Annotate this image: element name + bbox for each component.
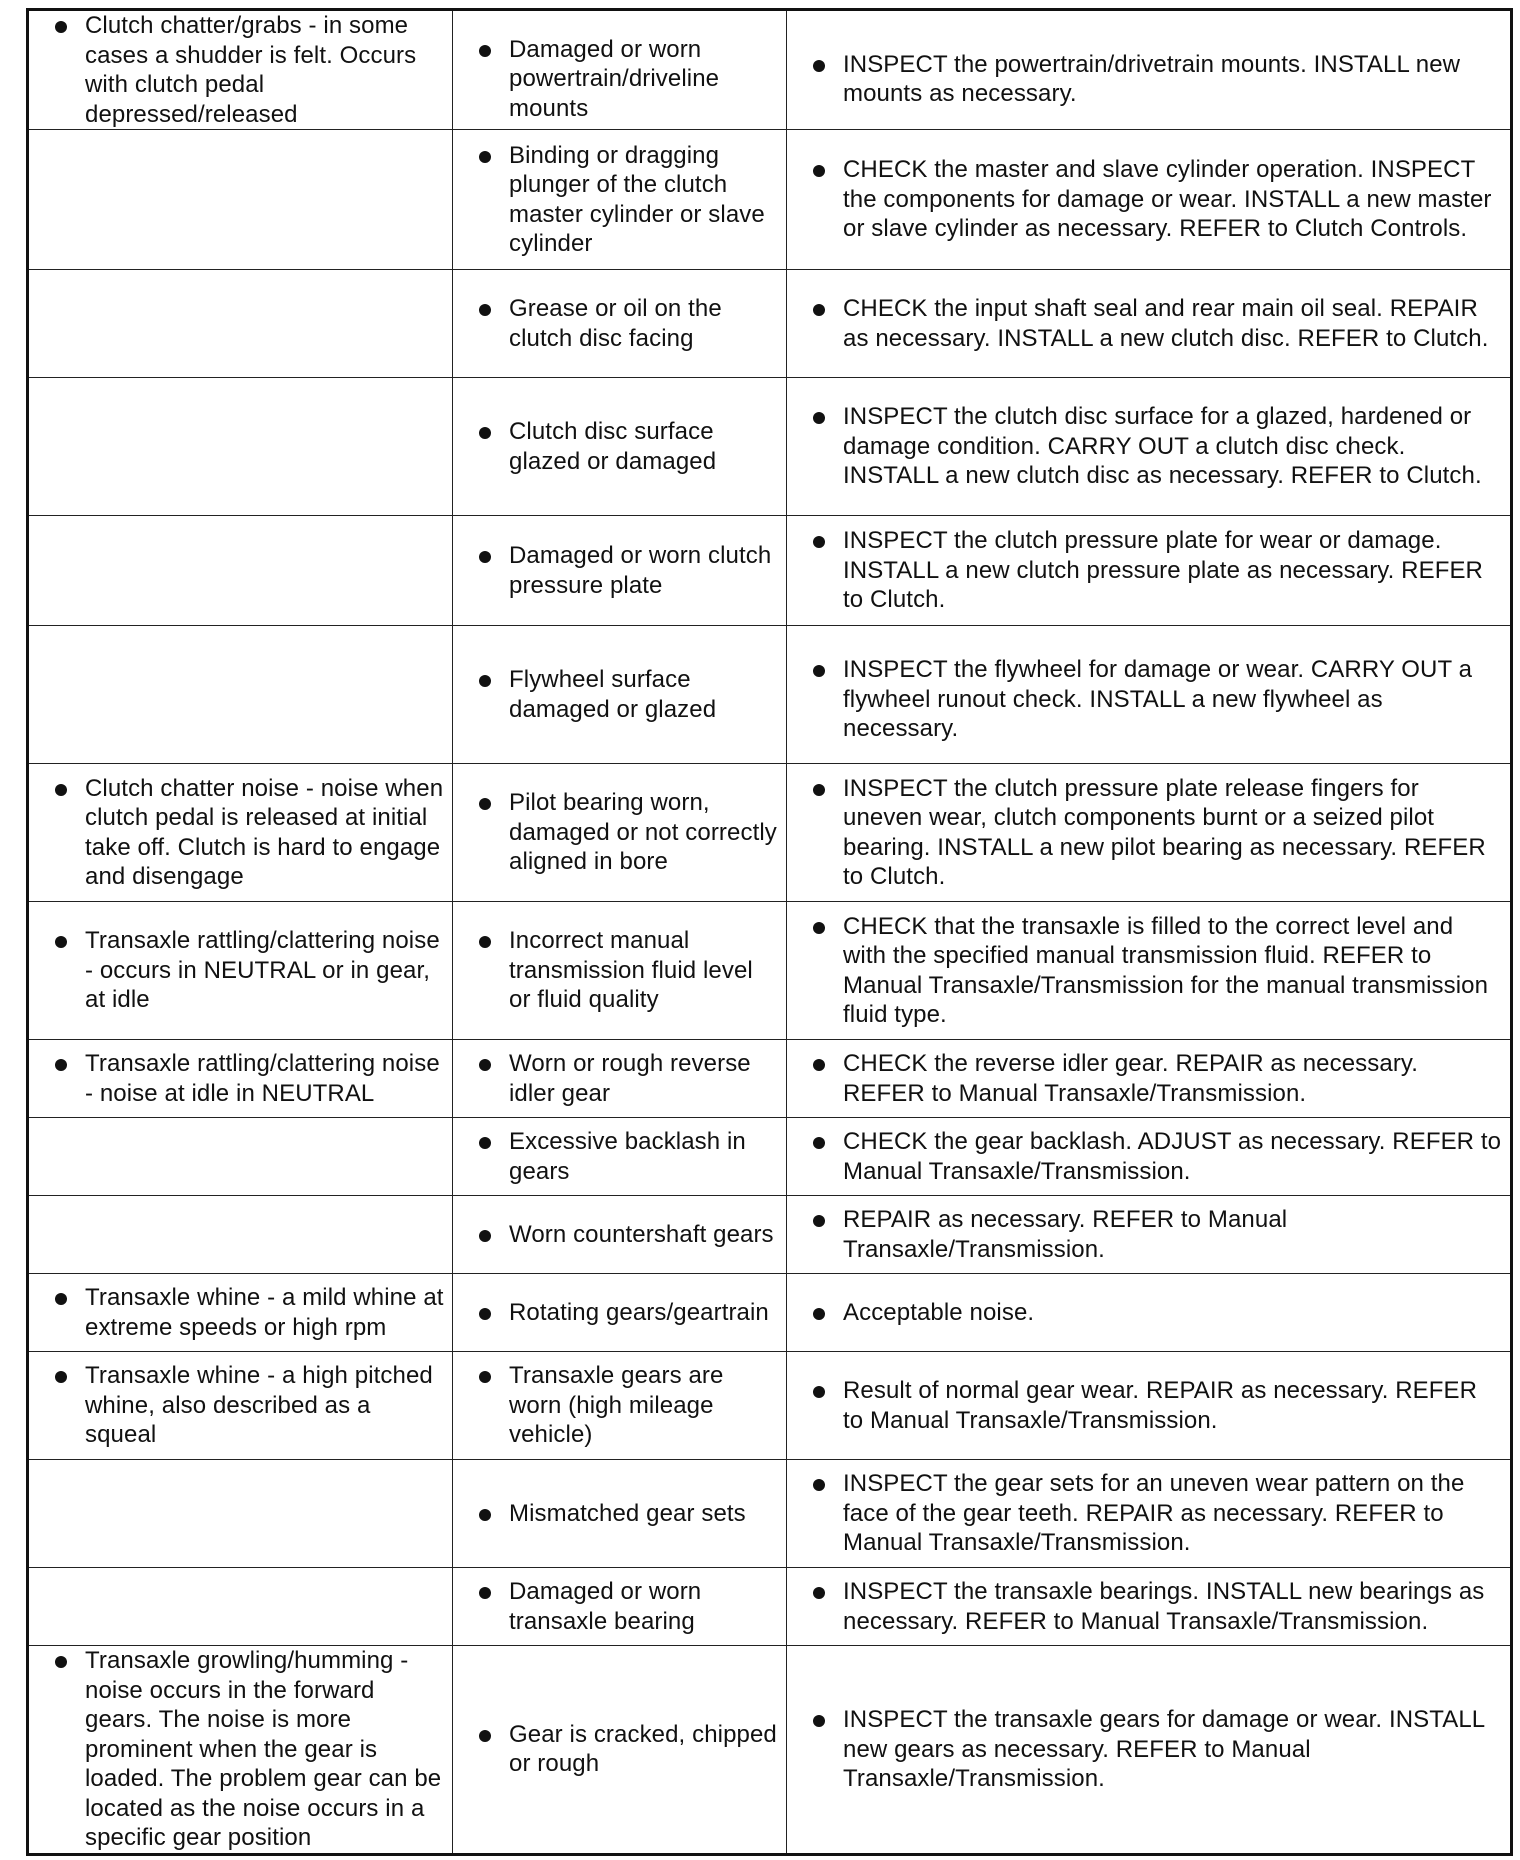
symptom-chart-table bbox=[26, 8, 1513, 1856]
cause-cell bbox=[453, 1352, 787, 1460]
action-cell bbox=[787, 1568, 1512, 1646]
cause-text: Transaxle gears are worn (high mileage vehicle) bbox=[453, 1361, 786, 1450]
cause-cell bbox=[453, 130, 787, 270]
condition-cell bbox=[28, 902, 453, 1040]
action-text: INSPECT the transaxle gears for damage or wear. INSTALL new gears as necessary. REFER to Manual Transaxle/Transmission. bbox=[787, 1705, 1510, 1794]
condition-cell bbox=[28, 1040, 453, 1118]
action-text: Acceptable noise. bbox=[787, 1298, 1510, 1328]
action-cell bbox=[787, 1196, 1512, 1274]
cause-text: Mismatched gear sets bbox=[453, 1499, 786, 1529]
action-cell bbox=[787, 10, 1512, 130]
cause-text: Binding or dragging plunger of the clutch master cylinder or slave cylinder bbox=[453, 141, 786, 259]
condition-cell bbox=[28, 1460, 453, 1568]
action-cell bbox=[787, 378, 1512, 516]
table-row bbox=[28, 626, 1512, 764]
action-cell bbox=[787, 902, 1512, 1040]
condition-cell bbox=[28, 516, 453, 626]
cause-text: Incorrect manual transmission fluid level or fluid quality bbox=[453, 926, 786, 1015]
action-cell bbox=[787, 130, 1512, 270]
action-cell bbox=[787, 1646, 1512, 1855]
condition-text: Transaxle whine - a mild whine at extreme speeds or high rpm bbox=[29, 1283, 452, 1342]
cause-text: Gear is cracked, chipped or rough bbox=[453, 1720, 786, 1779]
cause-cell bbox=[453, 1646, 787, 1855]
action-text: CHECK the reverse idler gear. REPAIR as necessary. REFER to Manual Transaxle/Transmission. bbox=[787, 1049, 1510, 1108]
cause-cell bbox=[453, 516, 787, 626]
condition-cell bbox=[28, 270, 453, 378]
action-cell bbox=[787, 1040, 1512, 1118]
table-row bbox=[28, 1274, 1512, 1352]
table-row bbox=[28, 1196, 1512, 1274]
table-row bbox=[28, 1568, 1512, 1646]
cause-text: Clutch disc surface glazed or damaged bbox=[453, 417, 786, 476]
condition-cell bbox=[28, 1196, 453, 1274]
action-text: CHECK that the transaxle is filled to the correct level and with the specified manual transmission fluid. REFER to Manual Transaxle/Transmission for the manual transmission fluid type. bbox=[787, 912, 1510, 1030]
condition-cell bbox=[28, 1118, 453, 1196]
cause-cell bbox=[453, 1568, 787, 1646]
cause-cell bbox=[453, 378, 787, 516]
action-cell bbox=[787, 270, 1512, 378]
action-text: INSPECT the powertrain/drivetrain mounts. INSTALL new mounts as necessary. bbox=[787, 50, 1510, 109]
cause-cell bbox=[453, 1460, 787, 1568]
action-cell bbox=[787, 1274, 1512, 1352]
action-text: INSPECT the clutch pressure plate for wear or damage. INSTALL a new clutch pressure plate as necessary. REFER to Clutch. bbox=[787, 526, 1510, 615]
cause-cell bbox=[453, 10, 787, 130]
cause-text: Flywheel surface damaged or glazed bbox=[453, 665, 786, 724]
table-row bbox=[28, 130, 1512, 270]
action-text: REPAIR as necessary. REFER to Manual Transaxle/Transmission. bbox=[787, 1205, 1510, 1264]
table-row bbox=[28, 378, 1512, 516]
condition-text: Transaxle whine - a high pitched whine, also described as a squeal bbox=[29, 1361, 452, 1450]
action-cell bbox=[787, 1460, 1512, 1568]
condition-cell bbox=[28, 626, 453, 764]
cause-text: Grease or oil on the clutch disc facing bbox=[453, 294, 786, 353]
action-text: Result of normal gear wear. REPAIR as necessary. REFER to Manual Transaxle/Transmission. bbox=[787, 1376, 1510, 1435]
condition-cell bbox=[28, 130, 453, 270]
cause-text: Damaged or worn powertrain/driveline mounts bbox=[453, 35, 786, 124]
action-text: INSPECT the clutch disc surface for a glazed, hardened or damage condition. CARRY OUT a clutch disc check. INSTALL a new clutch disc as necessary. REFER to Clutch. bbox=[787, 402, 1510, 491]
table-row bbox=[28, 1352, 1512, 1460]
cause-text: Excessive backlash in gears bbox=[453, 1127, 786, 1186]
cause-text: Damaged or worn clutch pressure plate bbox=[453, 541, 786, 600]
condition-text: Transaxle rattling/clattering noise - occurs in NEUTRAL or in gear, at idle bbox=[29, 926, 452, 1015]
cause-text: Damaged or worn transaxle bearing bbox=[453, 1577, 786, 1636]
action-cell bbox=[787, 1118, 1512, 1196]
table-row bbox=[28, 516, 1512, 626]
condition-text: Clutch chatter/grabs - in some cases a shudder is felt. Occurs with clutch pedal depressed/released bbox=[29, 11, 452, 129]
condition-cell bbox=[28, 378, 453, 516]
action-cell bbox=[787, 764, 1512, 902]
cause-cell bbox=[453, 1040, 787, 1118]
condition-text: Clutch chatter noise - noise when clutch pedal is released at initial take off. Clutch is hard to engage and disengage bbox=[29, 774, 452, 892]
cause-cell bbox=[453, 764, 787, 902]
table-row bbox=[28, 270, 1512, 378]
cause-cell bbox=[453, 1274, 787, 1352]
action-text: INSPECT the clutch pressure plate release fingers for uneven wear, clutch components burnt or a seized pilot bearing. INSTALL a new pilot bearing as necessary. REFER to Clutch. bbox=[787, 774, 1510, 892]
cause-text: Worn or rough reverse idler gear bbox=[453, 1049, 786, 1108]
action-text: INSPECT the gear sets for an uneven wear pattern on the face of the gear teeth. REPAIR as necessary. REFER to Manual Transaxle/Transmission. bbox=[787, 1469, 1510, 1558]
cause-cell bbox=[453, 902, 787, 1040]
cause-text: Rotating gears/geartrain bbox=[453, 1298, 786, 1328]
cause-text: Worn countershaft gears bbox=[453, 1220, 786, 1250]
action-text: INSPECT the transaxle bearings. INSTALL new bearings as necessary. REFER to Manual Transaxle/Transmission. bbox=[787, 1577, 1510, 1636]
action-cell bbox=[787, 1352, 1512, 1460]
action-text: CHECK the master and slave cylinder operation. INSPECT the components for damage or wear. INSTALL a new master or slave cylinder as necessary. REFER to Clutch Controls. bbox=[787, 155, 1510, 244]
cause-text: Pilot bearing worn, damaged or not correctly aligned in bore bbox=[453, 788, 786, 877]
table-row bbox=[28, 1040, 1512, 1118]
condition-cell bbox=[28, 1274, 453, 1352]
table-row bbox=[28, 902, 1512, 1040]
condition-cell bbox=[28, 1352, 453, 1460]
action-text: INSPECT the flywheel for damage or wear. CARRY OUT a flywheel runout check. INSTALL a new flywheel as necessary. bbox=[787, 655, 1510, 744]
action-cell bbox=[787, 626, 1512, 764]
condition-cell bbox=[28, 1568, 453, 1646]
condition-text: Transaxle growling/humming - noise occurs in the forward gears. The noise is more prominent when the gear is loaded. The problem gear can be located as the noise occurs in a specific gear position bbox=[29, 1646, 452, 1853]
table-row bbox=[28, 764, 1512, 902]
condition-cell bbox=[28, 1646, 453, 1855]
table-row bbox=[28, 1460, 1512, 1568]
table-row bbox=[28, 10, 1512, 130]
action-cell bbox=[787, 516, 1512, 626]
condition-cell bbox=[28, 764, 453, 902]
table-row bbox=[28, 1646, 1512, 1855]
cause-cell bbox=[453, 1118, 787, 1196]
cause-cell bbox=[453, 1196, 787, 1274]
table-row bbox=[28, 1118, 1512, 1196]
condition-text: Transaxle rattling/clattering noise - noise at idle in NEUTRAL bbox=[29, 1049, 452, 1108]
cause-cell bbox=[453, 270, 787, 378]
condition-cell bbox=[28, 10, 453, 130]
action-text: CHECK the input shaft seal and rear main oil seal. REPAIR as necessary. INSTALL a new clutch disc. REFER to Clutch. bbox=[787, 294, 1510, 353]
cause-cell bbox=[453, 626, 787, 764]
action-text: CHECK the gear backlash. ADJUST as necessary. REFER to Manual Transaxle/Transmission. bbox=[787, 1127, 1510, 1186]
